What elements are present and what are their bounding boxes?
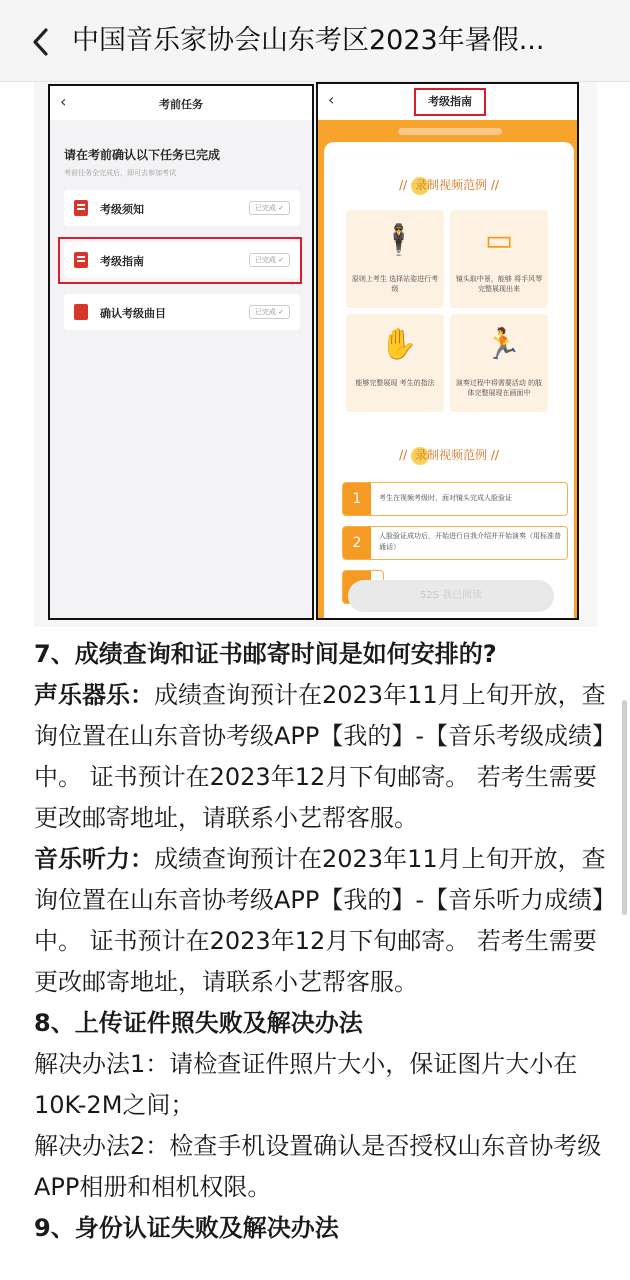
page-title: 中国音乐家协会山东考区2023年暑假... (72, 25, 545, 56)
paragraph: 解决办法1：请检查证件照片大小，保证图片大小在10K-2M之间； (34, 1050, 578, 1119)
guide-card (324, 142, 574, 620)
step-row (342, 482, 568, 516)
double-slash-icon: // (487, 178, 499, 192)
task-status: 已完成 ✓ (249, 305, 290, 319)
decor-pill (398, 128, 502, 135)
paragraph-label: 声乐器乐： (34, 681, 154, 709)
section-title-text: 录制视频范例 (414, 448, 487, 462)
exam-guide-screen (316, 82, 579, 620)
read-confirm-button: 52S 我已阅读 (348, 580, 554, 612)
running-icon: 🏃 (484, 327, 522, 362)
paragraph (34, 839, 606, 1003)
chevron-left-icon: ‹ (60, 92, 67, 111)
task-label: 考级须知 (100, 203, 144, 216)
task-status: 已完成 ✓ (249, 253, 290, 267)
tasks-heading: 请在考前确认以下任务已完成 (64, 148, 221, 162)
embedded-screenshot (34, 82, 597, 627)
chevron-left-icon: ‹ (328, 90, 335, 109)
guide-cell (450, 210, 548, 308)
paragraph: 解决办法2：检查手机设置确认是否授权山东音协考级APP相册和相机权限。 (34, 1132, 602, 1201)
section-title-text: 录制视频范例 (414, 178, 487, 192)
step-text: 考生在视频考级时，面对镜头完成人脸验证 (379, 494, 512, 502)
task-status: 已完成 ✓ (249, 201, 290, 215)
scrollbar[interactable] (622, 700, 627, 915)
top-bar (0, 0, 630, 82)
guide-cell-text: 原则上考生 选择站姿进行考级 (351, 275, 439, 293)
step-text: 人脸验证成功后，开始进行自我介绍并开始演奏（用标准普通话） (379, 532, 561, 551)
guide-cell-text: 镜头取中景，能够 将手风琴完整展现出来 (455, 275, 543, 293)
task-row (64, 190, 300, 226)
step-number: 2 (343, 527, 371, 559)
document-icon (74, 200, 88, 216)
tasks-subheading: 考前任务全完成后，即可去参加考试 (64, 169, 176, 177)
paragraph-label: 音乐听力： (34, 845, 154, 873)
double-slash-icon: // (487, 448, 499, 462)
task-label: 考级指南 (100, 255, 144, 268)
task-row (64, 294, 300, 330)
chevron-left-icon (22, 22, 62, 62)
section-title (324, 446, 574, 465)
step-row (342, 526, 568, 560)
hand-icon: ✋ (380, 327, 418, 362)
screen-title: 考级指南 (414, 88, 486, 116)
phone-landscape-icon: ▭ (484, 223, 514, 258)
person-standing-icon: 🕴 (380, 223, 418, 258)
music-note-icon (74, 304, 88, 320)
step-number: 1 (343, 483, 371, 515)
article-body (34, 634, 606, 1249)
guide-cell (450, 314, 548, 412)
highlight-box (58, 237, 302, 284)
back-button[interactable] (22, 22, 62, 62)
task-label: 确认考级曲目 (100, 307, 166, 320)
section-heading: 9、身份认证失败及解决办法 (34, 1214, 339, 1242)
paragraph (34, 675, 606, 839)
double-slash-icon: // (399, 448, 411, 462)
double-slash-icon: // (399, 178, 411, 192)
guide-cell (346, 314, 444, 412)
guide-cell (346, 210, 444, 308)
section-heading: 8、上传证件照失败及解决办法 (34, 1009, 363, 1037)
section-title (324, 176, 574, 195)
guide-cell-text: 演奏过程中将需要活动 的肢体完整展现在画面中 (455, 379, 543, 397)
paragraph-text: 成绩查询预计在2023年11月上旬开放，查询位置在山东音协考级APP【我的】-【音乐考级成绩】中。 证书预计在2023年12月下旬邮寄。 若考生需要更改邮寄地址，请联系小艺帮客服。 (34, 681, 606, 832)
screen-title: 考前任务 (159, 98, 203, 111)
screen-header (50, 86, 312, 120)
guide-cell-text: 能够完整展现 考生的指法 (355, 379, 435, 387)
section-heading: 7、成绩查询和证书邮寄时间是如何安排的? (34, 640, 497, 668)
screen-header (318, 84, 577, 120)
exam-tasks-screen (48, 84, 314, 620)
paragraph-text: 成绩查询预计在2023年11月上旬开放，查询位置在山东音协考级APP【我的】-【音乐听力成绩】中。 证书预计在2023年12月下旬邮寄。 若考生需要更改邮寄地址，请联系小艺帮客服。 (34, 845, 606, 996)
